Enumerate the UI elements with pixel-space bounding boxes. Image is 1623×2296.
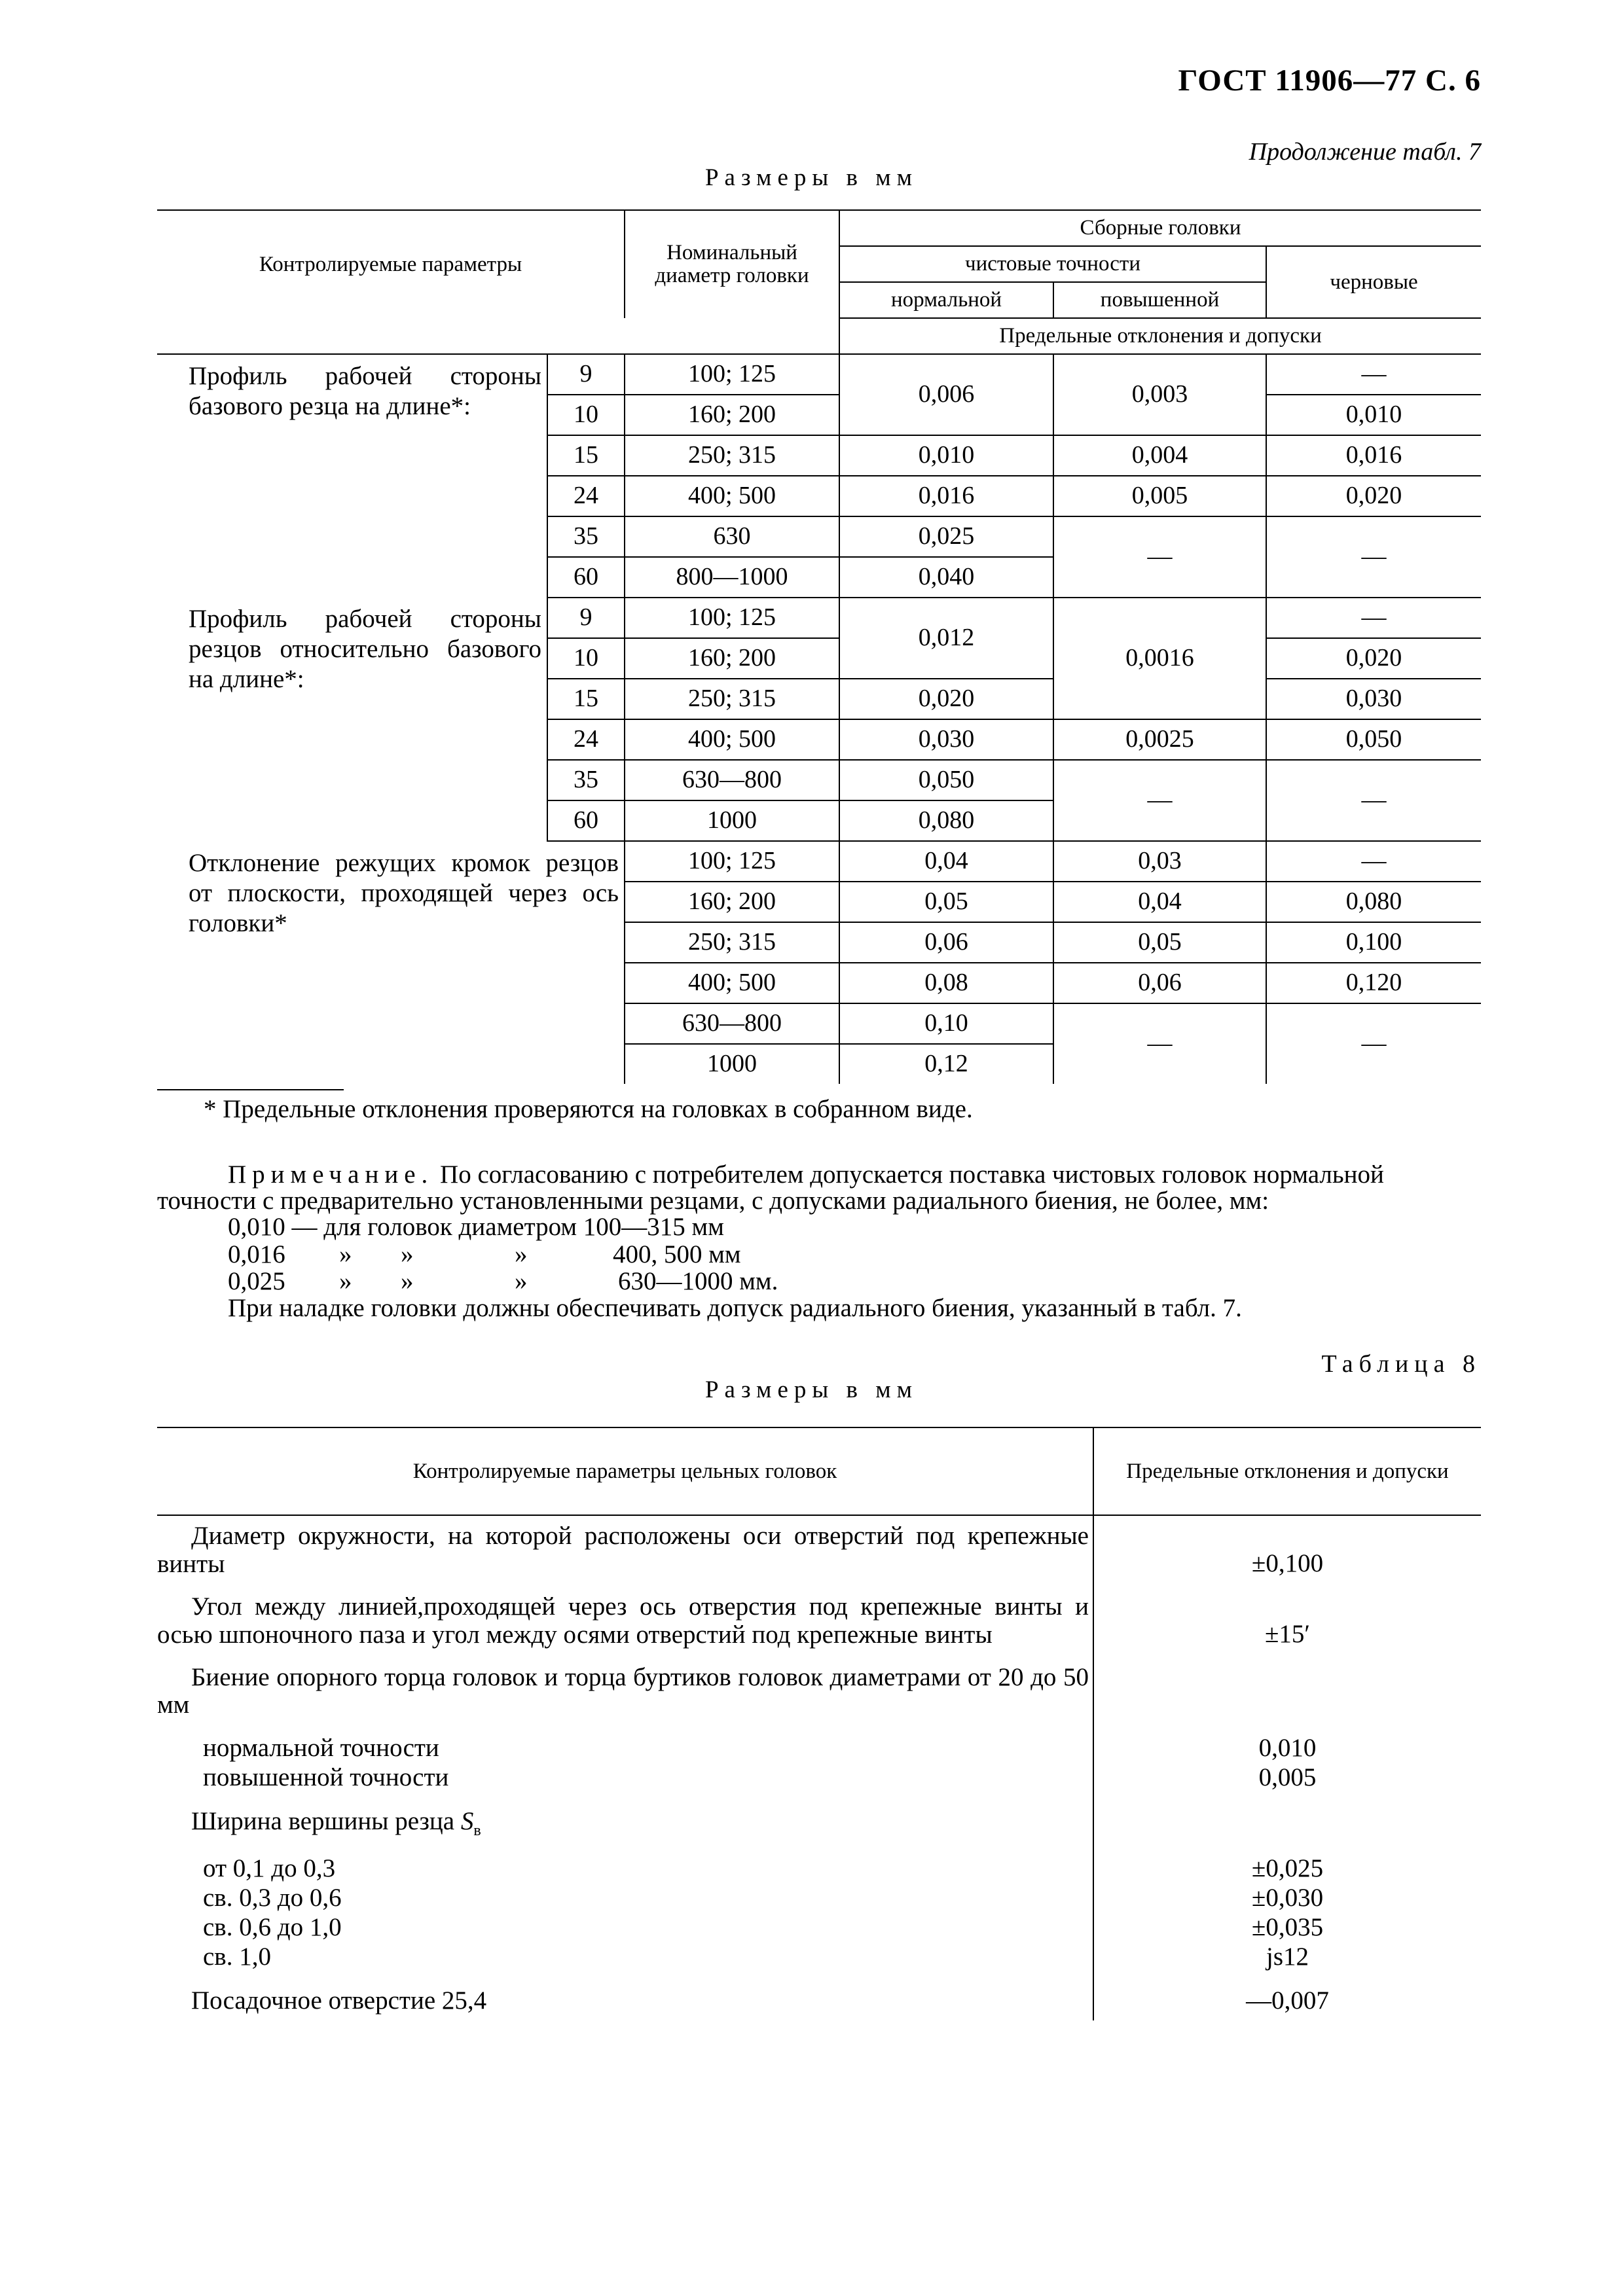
header-finishing: чистовые точности (839, 246, 1266, 282)
length-cell: 9 (547, 354, 625, 395)
increased-cell: 0,06 (1053, 963, 1266, 1003)
rough-cell: 0,020 (1266, 638, 1481, 679)
diameter-cell: 250; 315 (625, 922, 839, 963)
row-tip-d: св. 1,0 (157, 1943, 1093, 1972)
diameter-cell: 800—1000 (625, 557, 839, 598)
note-line-3: 0,010 — для головок диаметром 100—315 мм (228, 1213, 724, 1241)
increased-cell: 0,004 (1053, 435, 1266, 476)
ditto-mark: » (339, 1240, 352, 1268)
rough-cell: 0,020 (1266, 476, 1481, 516)
note-value-3: 0,025 (228, 1267, 285, 1295)
normal-cell: 0,06 (839, 922, 1053, 963)
rough-cell: — (1266, 841, 1481, 882)
normal-cell: 0,04 (839, 841, 1053, 882)
row-tip-b: св. 0,3 до 0,6 (157, 1884, 1093, 1913)
normal-cell: 0,080 (839, 800, 1053, 841)
value-tip-c: ±0,035 (1251, 1913, 1324, 1942)
diameter-cell: 100; 125 (625, 354, 839, 395)
increased-cell: 0,003 (1053, 354, 1266, 435)
normal-cell: 0,010 (839, 435, 1053, 476)
tip-width-subscript: в (473, 1821, 481, 1839)
normal-cell: 0,08 (839, 963, 1053, 1003)
note-value-2: 0,016 (228, 1240, 285, 1268)
diameter-cell: 160; 200 (625, 638, 839, 679)
diameter-cell: 400; 500 (625, 719, 839, 760)
diameter-cell: 160; 200 (625, 882, 839, 922)
normal-cell: 0,006 (839, 354, 1053, 435)
diameter-cell: 1000 (625, 800, 839, 841)
rough-cell: 0,016 (1266, 435, 1481, 476)
length-cell: 10 (547, 638, 625, 679)
diameter-cell: 250; 315 (625, 435, 839, 476)
diameter-cell: 630—800 (625, 760, 839, 800)
diameter-cell: 400; 500 (625, 476, 839, 516)
row-tip-c: св. 0,6 до 1,0 (157, 1913, 1093, 1943)
length-cell: 15 (547, 679, 625, 719)
units-label-2: Размеры в мм (704, 1376, 919, 1403)
table-8 (157, 1427, 1481, 2020)
ditto-mark: » (515, 1240, 528, 1268)
normal-cell: 0,040 (839, 557, 1053, 598)
row-bore: Посадочное отверстие 25,4 (157, 1986, 1093, 2020)
footnote: * Предельные отклонения проверяются на головках в собранном виде. (204, 1095, 973, 1123)
increased-cell: — (1053, 760, 1266, 841)
rough-cell: 0,050 (1266, 719, 1481, 760)
note-label: Примечание. (228, 1160, 434, 1189)
diameter-cell: 100; 125 (625, 841, 839, 882)
normal-cell: 0,10 (839, 1003, 1053, 1044)
header-assembled: Сборные головки (839, 210, 1481, 246)
header-params-solid: Контролируемые параметры цельных головок (157, 1427, 1093, 1515)
header-rough: черновые (1330, 270, 1418, 294)
increased-cell: — (1053, 516, 1266, 598)
page-header: ГОСТ 11906—77 С. 6 (1178, 63, 1481, 98)
param-base-profile: Профиль рабочей стороны базового резца на длине*: (157, 354, 547, 598)
rough-cell: 0,080 (1266, 882, 1481, 922)
normal-cell: 0,012 (839, 598, 1053, 679)
header-normal: нормальной (839, 282, 1053, 318)
value-bore: —0,007 (1246, 1986, 1329, 2015)
ditto-mark: » (339, 1267, 352, 1295)
value-runout-increased: 0,005 (1258, 1763, 1317, 1792)
note-range-2: 400, 500 мм (613, 1240, 741, 1268)
rough-cell: 0,120 (1266, 963, 1481, 1003)
normal-cell: 0,030 (839, 719, 1053, 760)
continuation-label: Продолжение табл. 7 (1249, 138, 1481, 166)
value-circle-diameter: ±0,100 (1251, 1549, 1324, 1577)
rough-cell: — (1266, 598, 1481, 638)
header-increased: повышенной (1053, 282, 1266, 318)
note-last: При наладке головки должны обеспечивать допуск радиального биения, указанный в табл. 7. (228, 1294, 1242, 1322)
rough-cell: — (1361, 1030, 1387, 1058)
ditto-mark: » (401, 1267, 414, 1295)
units-label: Размеры в мм (704, 164, 919, 191)
rough-cell: — (1266, 516, 1481, 598)
header-params: Контролируемые параметры (157, 210, 625, 318)
header-limits: Предельные отклонения и допуски (839, 318, 1481, 354)
note-range-3: 630—1000 мм. (618, 1267, 778, 1295)
length-cell: 35 (547, 760, 625, 800)
length-cell: 24 (547, 719, 625, 760)
diameter-cell: 400; 500 (625, 963, 839, 1003)
tip-width-symbol: S (460, 1807, 474, 1836)
header-nominal: Номинальный диаметр головки (625, 210, 839, 318)
increased-cell: 0,0016 (1053, 598, 1266, 719)
length-cell: 35 (547, 516, 625, 557)
diameter-cell: 100; 125 (625, 598, 839, 638)
ditto-mark: » (515, 1267, 528, 1295)
row-circle-diameter: Диаметр окружности, на которой расположены оси отверстий под крепежные винты (157, 1515, 1093, 1579)
normal-cell: 0,12 (839, 1044, 1053, 1084)
normal-cell: 0,025 (839, 516, 1053, 557)
length-cell: 24 (547, 476, 625, 516)
row-angle: Угол между линией,проходящей через ось отверстия под крепежные винты и осью шпоночного паза и угол между осями отверстий под крепежные винты (157, 1593, 1093, 1649)
normal-cell: 0,050 (839, 760, 1053, 800)
rough-cell: — (1266, 354, 1481, 395)
row-tip-width (157, 1807, 1093, 1840)
row-runout: Биение опорного торца головок и торца буртиков головок диаметрами от 20 до 50 мм (157, 1664, 1093, 1720)
footnote-divider (157, 1089, 344, 1090)
rough-cell: 0,100 (1266, 922, 1481, 963)
value-tip-d: js12 (1266, 1942, 1309, 1971)
value-runout-normal: 0,010 (1258, 1734, 1317, 1763)
rough-cell: 0,010 (1266, 395, 1481, 435)
diameter-cell: 1000 (625, 1044, 839, 1084)
row-runout-increased: повышенной точности (157, 1763, 1093, 1793)
ditto-mark: » (401, 1240, 414, 1268)
note-line-2: точности с предварительно установленными резцами, с допусками радиального биения, не более, мм: (157, 1187, 1269, 1215)
diameter-cell: 630 (625, 516, 839, 557)
diameter-cell: 160; 200 (625, 395, 839, 435)
value-tip-b: ±0,030 (1251, 1884, 1324, 1912)
normal-cell: 0,020 (839, 679, 1053, 719)
row-tip-a: от 0,1 до 0,3 (157, 1854, 1093, 1884)
increased-cell: — (1053, 1003, 1266, 1084)
header-limits-solid: Предельные отклонения и допуски (1093, 1427, 1481, 1515)
value-angle: ±15′ (1265, 1619, 1310, 1648)
tip-width-label: Ширина вершины резца (191, 1807, 455, 1836)
normal-cell: 0,016 (839, 476, 1053, 516)
note-line-1 (228, 1160, 1384, 1189)
table-7 (157, 209, 1481, 1084)
length-cell: 60 (547, 800, 625, 841)
length-cell: 9 (547, 598, 625, 638)
normal-cell: 0,05 (839, 882, 1053, 922)
diameter-cell: 250; 315 (625, 679, 839, 719)
increased-cell: 0,0025 (1053, 719, 1266, 760)
increased-cell: 0,05 (1053, 922, 1266, 963)
diameter-cell: 630—800 (625, 1003, 839, 1044)
length-cell: 15 (547, 435, 625, 476)
param-edge-deviation: Отклонение режущих кромок резцов от плоскости, проходящей через ось головки* (157, 841, 625, 1084)
row-runout-normal: нормальной точности (157, 1734, 1093, 1763)
increased-cell: 0,005 (1053, 476, 1266, 516)
length-cell: 10 (547, 395, 625, 435)
param-relative-profile: Профиль рабочей стороны резцов относительно базового на длине*: (157, 598, 547, 841)
rough-cell: 0,030 (1266, 679, 1481, 719)
increased-cell: 0,03 (1053, 841, 1266, 882)
increased-cell: 0,04 (1053, 882, 1266, 922)
length-cell: 60 (547, 557, 625, 598)
rough-cell: — (1266, 760, 1481, 841)
table-8-label: Таблица 8 (1321, 1350, 1481, 1378)
note-text-1: По согласованию с потребителем допускается поставка чистовых головок нормальной (440, 1160, 1384, 1189)
value-tip-a: ±0,025 (1251, 1854, 1324, 1883)
